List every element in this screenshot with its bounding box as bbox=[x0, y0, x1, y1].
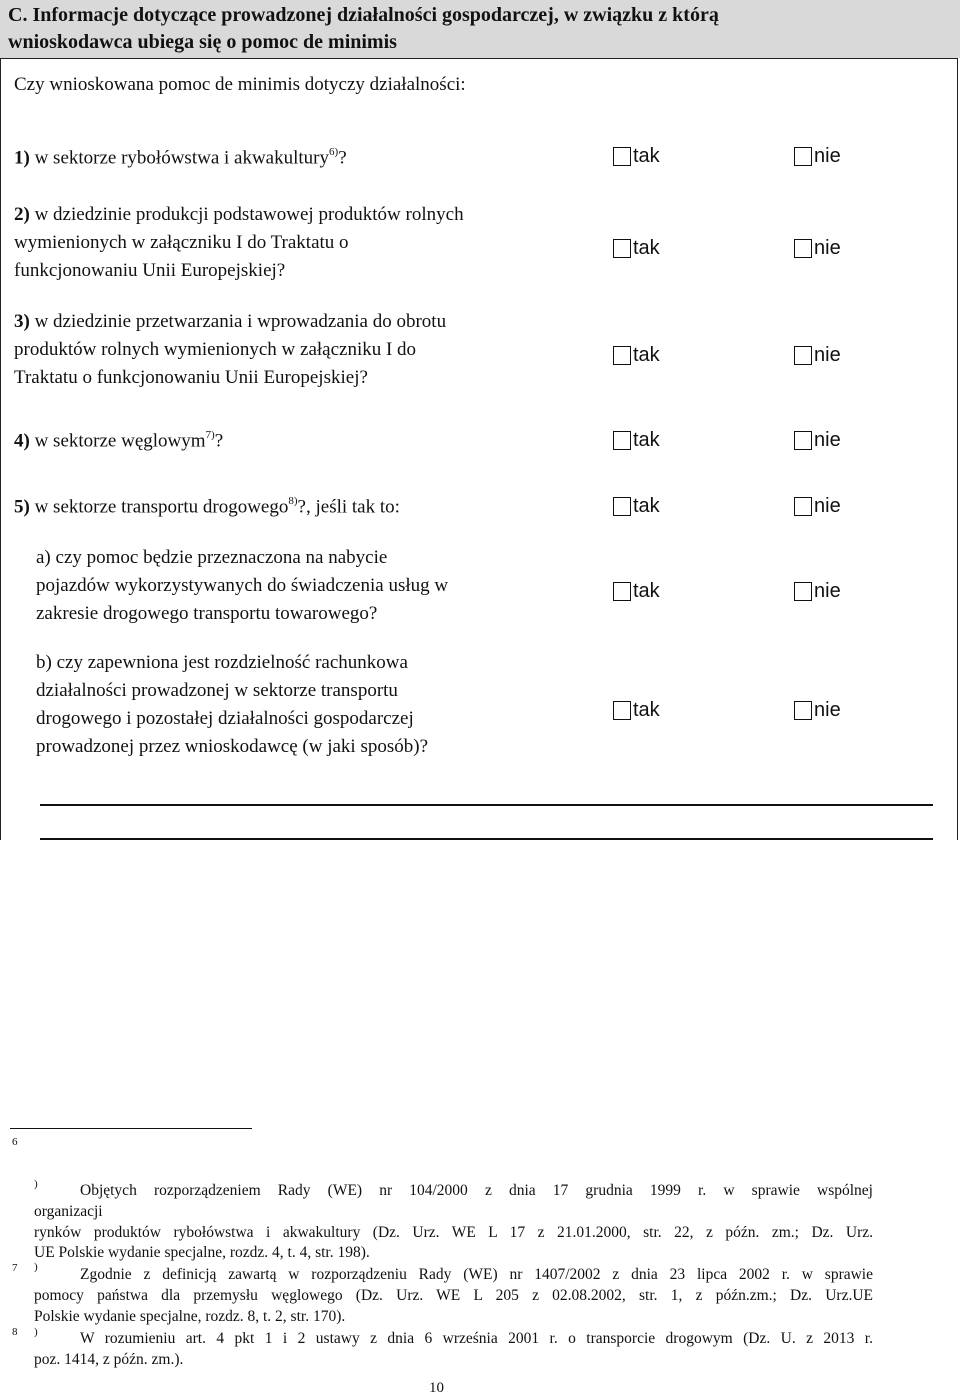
footnote-7-line-3: Polskie wydanie specjalne, rozdz. 8, t. 2, str. 170). bbox=[34, 1308, 346, 1325]
question-1-text: w sektorze rybołówstwa i akwakultury bbox=[34, 147, 330, 169]
question-1-number: 1) bbox=[14, 147, 30, 169]
footnote-7-line-1: Zgodnie z definicją zawartą w rozporządzeniu Rady (WE) nr 1407/2002 z dnia 23 lipca 2002 r. w sprawie bbox=[80, 1266, 873, 1283]
question-5b-line-4: prowadzonej przez wnioskodawcę (w jaki sposób)? bbox=[36, 736, 429, 757]
checkbox-icon[interactable] bbox=[613, 431, 631, 450]
footnote-6-number: 6 bbox=[12, 1136, 18, 1148]
nie-label: nie bbox=[814, 145, 841, 167]
tak-label: tak bbox=[633, 145, 660, 167]
checkbox-icon[interactable] bbox=[613, 346, 631, 365]
q4-tak-option[interactable] bbox=[613, 429, 660, 452]
question-2-line-2: wymienionych w załączniku I do Traktatu o bbox=[14, 232, 349, 253]
question-5a-line-1: a) czy pomoc będzie przeznaczona na nabycie bbox=[36, 547, 388, 568]
answer-line-1[interactable] bbox=[40, 804, 933, 806]
question-5-number: 5) bbox=[14, 496, 30, 518]
checkbox-icon[interactable] bbox=[794, 239, 812, 258]
frame-left bbox=[0, 58, 1, 840]
q5a-tak-option[interactable] bbox=[613, 580, 660, 603]
footnote-ref-7: 7) bbox=[205, 429, 215, 441]
footnote-ref-6: 6) bbox=[329, 146, 339, 158]
section-title-line-1: C. Informacje dotyczące prowadzonej działalności gospodarczej, w związku z którą bbox=[8, 4, 719, 26]
question-5a bbox=[36, 544, 448, 628]
footnote-6-line-3: rynków produktów rybołówstwa i akwakultury (Dz. Urz. WE L 17 z 21.01.2000, str. 22, z późn. zm.; Dz. Urz. bbox=[34, 1224, 873, 1241]
footnote-6-mark: ) bbox=[34, 1178, 38, 1190]
checkbox-icon[interactable] bbox=[794, 497, 812, 516]
nie-label: nie bbox=[814, 429, 841, 451]
footnote-6-line-2: organizacji bbox=[34, 1203, 103, 1220]
question-1-tail: ? bbox=[338, 147, 347, 169]
footnote-6-line-4: UE Polskie wydanie specjalne, rozdz. 4, t. 4, str. 198). bbox=[34, 1244, 370, 1261]
footnote-7-mark: ) bbox=[34, 1261, 38, 1273]
question-2 bbox=[14, 201, 464, 285]
q5-tak-option[interactable] bbox=[613, 495, 660, 518]
question-4-tail: ? bbox=[214, 430, 224, 452]
tak-label: tak bbox=[633, 237, 660, 259]
q5b-tak-option[interactable] bbox=[613, 699, 660, 722]
q2-nie-option[interactable] bbox=[794, 237, 841, 260]
q5a-nie-option[interactable] bbox=[794, 580, 841, 603]
footnote-separator bbox=[10, 1128, 252, 1129]
checkbox-icon[interactable] bbox=[613, 239, 631, 258]
question-3-line-3: Traktatu o funkcjonowaniu Unii Europejskiej? bbox=[14, 367, 368, 388]
footnote-ref-8: 8) bbox=[288, 495, 298, 507]
q2-tak-option[interactable] bbox=[613, 237, 660, 260]
question-3 bbox=[14, 308, 446, 392]
question-5a-line-2: pojazdów wykorzystywanych do świadczenia usług w bbox=[36, 575, 449, 596]
section-title-line-2: wnioskodawca ubiega się o pomoc de minimis bbox=[8, 31, 397, 53]
frame-right bbox=[957, 58, 958, 840]
page-number: 10 bbox=[429, 1380, 444, 1396]
question-2-line-1: w dziedzinie produkcji podstawowej produktów rolnych bbox=[34, 204, 464, 225]
checkbox-icon[interactable] bbox=[794, 582, 812, 601]
question-5b-line-1: b) czy zapewniona jest rozdzielność rachunkowa bbox=[36, 652, 408, 673]
footnote-8-line-1: W rozumieniu art. 4 pkt 1 i 2 ustawy z dnia 6 września 2001 r. o transporcie drogowym (Dz. U. z 2013 r. bbox=[80, 1330, 873, 1347]
answer-line-2[interactable] bbox=[40, 838, 933, 840]
question-4 bbox=[14, 422, 223, 455]
question-4-text: w sektorze węglowym bbox=[34, 430, 206, 452]
question-5-text: w sektorze transportu drogowego bbox=[34, 496, 289, 518]
q4-nie-option[interactable] bbox=[794, 429, 841, 452]
nie-label: nie bbox=[814, 237, 841, 259]
footnote-8-line-2: poz. 1414, z późn. zm.). bbox=[34, 1351, 184, 1368]
question-4-number: 4) bbox=[14, 430, 30, 452]
q5-nie-option[interactable] bbox=[794, 495, 841, 518]
q3-nie-option[interactable] bbox=[794, 344, 841, 367]
q5b-nie-option[interactable] bbox=[794, 699, 841, 722]
checkbox-icon[interactable] bbox=[794, 701, 812, 720]
tak-label: tak bbox=[633, 699, 660, 721]
question-3-line-2: produktów rolnych wymienionych w załączniku I do bbox=[14, 339, 417, 360]
footnote-8-number: 8 bbox=[12, 1326, 18, 1338]
intro-question: Czy wnioskowana pomoc de minimis dotyczy działalności: bbox=[14, 74, 466, 95]
frame-top bbox=[0, 58, 958, 59]
q3-tak-option[interactable] bbox=[613, 344, 660, 367]
question-5 bbox=[14, 488, 400, 521]
question-3-number: 3) bbox=[14, 311, 30, 332]
q1-nie-option[interactable] bbox=[794, 145, 841, 168]
question-2-line-3: funkcjonowaniu Unii Europejskiej? bbox=[14, 260, 286, 281]
question-5b-line-2: działalności prowadzonej w sektorze transportu bbox=[36, 680, 398, 701]
tak-label: tak bbox=[633, 344, 660, 366]
tak-label: tak bbox=[633, 495, 660, 517]
question-2-number: 2) bbox=[14, 204, 30, 225]
question-5a-line-3: zakresie drogowego transportu towarowego? bbox=[36, 603, 378, 624]
question-5b bbox=[36, 649, 428, 761]
question-3-line-1: w dziedzinie przetwarzania i wprowadzania do obrotu bbox=[34, 311, 447, 332]
checkbox-icon[interactable] bbox=[613, 497, 631, 516]
tak-label: tak bbox=[633, 580, 660, 602]
section-title bbox=[8, 2, 938, 56]
footnote-7-line-2: pomocy państwa dla przemysłu węglowego (Dz. Urz. WE L 205 z 02.08.2002, str. 1, z późn.zm.; Dz. Urz.UE bbox=[34, 1287, 873, 1304]
checkbox-icon[interactable] bbox=[613, 147, 631, 166]
q1-tak-option[interactable] bbox=[613, 145, 660, 168]
checkbox-icon[interactable] bbox=[613, 701, 631, 720]
footnote-6-line-1: Objętych rozporządzeniem Rady (WE) nr 104/2000 z dnia 17 grudnia 1999 r. w sprawie wspólnej bbox=[80, 1182, 873, 1199]
checkbox-icon[interactable] bbox=[794, 431, 812, 450]
nie-label: nie bbox=[814, 580, 841, 602]
nie-label: nie bbox=[814, 699, 841, 721]
question-1 bbox=[14, 139, 347, 172]
tak-label: tak bbox=[633, 429, 660, 451]
nie-label: nie bbox=[814, 344, 841, 366]
question-5b-line-3: drogowego i pozostałej działalności gospodarczej bbox=[36, 708, 414, 729]
checkbox-icon[interactable] bbox=[794, 346, 812, 365]
footnote-7-number: 7 bbox=[12, 1262, 18, 1274]
checkbox-icon[interactable] bbox=[613, 582, 631, 601]
checkbox-icon[interactable] bbox=[794, 147, 812, 166]
question-5-tail: ?, jeśli tak to: bbox=[297, 496, 400, 518]
footnote-8-mark: ) bbox=[34, 1326, 38, 1338]
nie-label: nie bbox=[814, 495, 841, 517]
